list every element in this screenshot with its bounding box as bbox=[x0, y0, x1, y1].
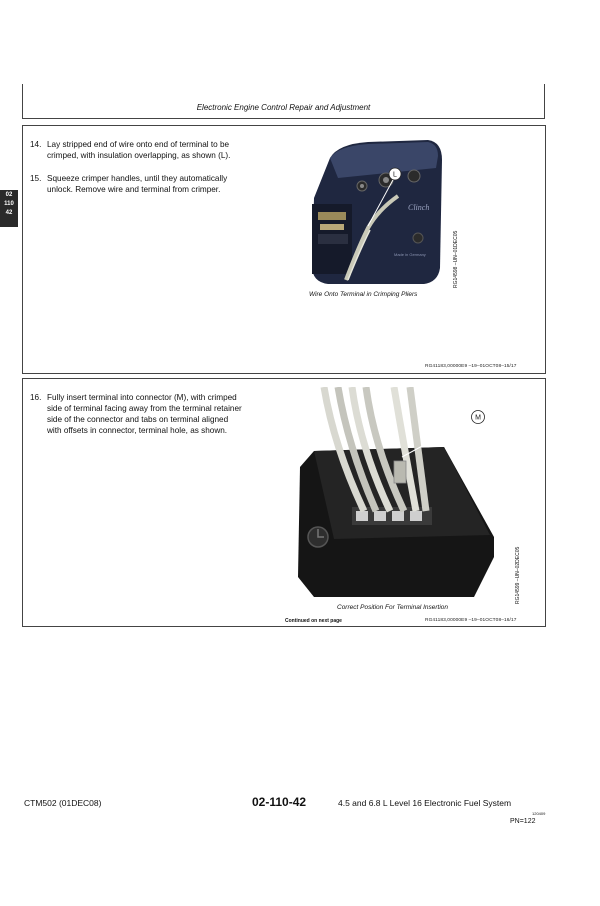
footer-manual-title: 4.5 and 6.8 L Level 16 Electronic Fuel System bbox=[338, 798, 512, 808]
step-16 bbox=[30, 392, 310, 438]
header-rule-right bbox=[544, 84, 545, 118]
step-number: 16. bbox=[30, 393, 42, 402]
crimping-pliers-photo bbox=[308, 138, 458, 286]
tool-brand-text: Clinch bbox=[408, 203, 430, 212]
step-number: 15. bbox=[30, 174, 42, 183]
figure-id-vertical-2: RG14599 –UN–02DEC05 bbox=[515, 546, 521, 604]
footer-page-number: 02-110-42 bbox=[252, 795, 307, 809]
footer-date-code: 120409 bbox=[532, 811, 546, 816]
figure-caption-2: Correct Position For Terminal Insertion bbox=[337, 604, 449, 611]
step-14 bbox=[30, 139, 290, 163]
side-tab-line1: 02 bbox=[5, 192, 13, 198]
side-tab-line2: 110 bbox=[4, 201, 14, 207]
footer-pn: PN=122 bbox=[510, 818, 536, 825]
side-tab-line3: 42 bbox=[5, 210, 13, 216]
header-rule-bottom bbox=[22, 118, 545, 119]
connector-terminal-photo bbox=[294, 387, 504, 600]
step-text bbox=[47, 392, 242, 436]
step-15 bbox=[30, 173, 290, 197]
reference-code-2: RG41183,00000E9 –19–01OCT08–16/17 bbox=[425, 618, 517, 623]
continued-note: Continued on next page bbox=[285, 618, 342, 624]
step-line: with offsets in connector, terminal hole, as shown. bbox=[47, 426, 228, 435]
step-line: Squeeze crimper handles, until they automatically bbox=[47, 174, 228, 183]
footer-manual-id: CTM502 (01DEC08) bbox=[24, 798, 102, 808]
figure-label-m: M bbox=[475, 414, 481, 422]
step-text bbox=[47, 139, 230, 161]
step-number: 14. bbox=[30, 140, 42, 149]
figure-id-vertical-1: RG14598 –UN–01DEC05 bbox=[453, 230, 459, 288]
step-text bbox=[47, 173, 227, 195]
header-rule-left bbox=[22, 84, 23, 118]
step-line: side of the connector and tabs on terminal aligned bbox=[47, 415, 229, 424]
page-header-title: Electronic Engine Control Repair and Adjustment bbox=[196, 103, 371, 112]
step-line: crimped, with insulation overlapping, as shown (L). bbox=[47, 151, 231, 160]
step-line: unlock. Remove wire and terminal from crimper. bbox=[47, 185, 221, 194]
figure-caption-1: Wire Onto Terminal in Crimping Pliers bbox=[309, 291, 418, 298]
step-line: Fully insert terminal into connector (M), with crimped bbox=[47, 393, 237, 402]
reference-code-1: RG41183,00000E9 –19–01OCT08–15/17 bbox=[425, 364, 517, 369]
figure-label-l: L bbox=[393, 171, 397, 179]
section-side-tab bbox=[0, 190, 18, 227]
step-line: side of terminal facing away from the terminal retainer bbox=[47, 404, 242, 413]
tool-origin-text: Made in Germany bbox=[394, 252, 426, 257]
step-line: Lay stripped end of wire onto end of terminal to be bbox=[47, 140, 230, 149]
